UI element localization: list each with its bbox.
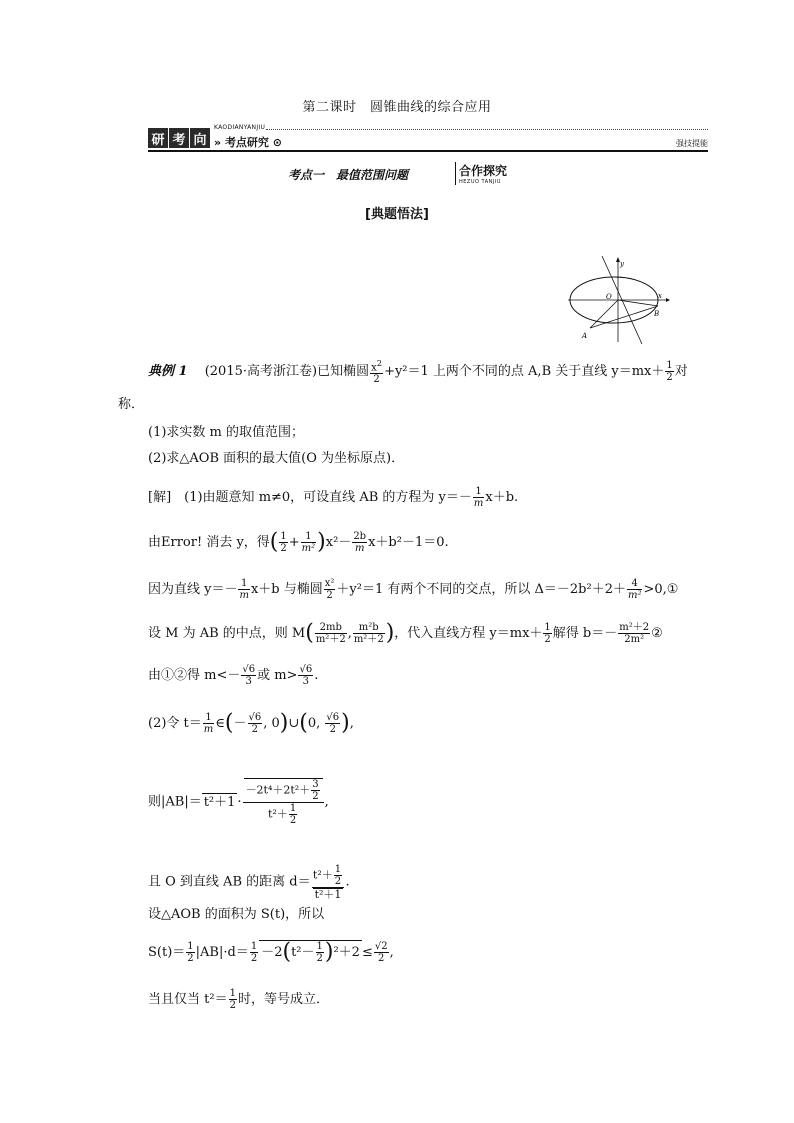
page-title: 第二课时 圆锥曲线的综合应用 [302, 100, 492, 115]
banner-tile: 研 [148, 128, 168, 148]
banner-right-label: 强技提能 [676, 139, 708, 148]
banner-tiles [148, 128, 211, 148]
fig-label-b: B [654, 310, 660, 318]
ellipse-figure [562, 254, 674, 346]
fig-label-a: A [582, 332, 588, 340]
solution-line-3: 因为直线 y＝－ $\frac{1}{m}$ x＋b 与椭圆 $\frac{\text{x²}}{2}$ ＋y²＝1 有两个不同的交点，所以 Δ＝－2b²＋2＋ $\frac{4}{\text{m²}}$ >0,① [148, 578, 679, 601]
question-2: (2)求△AOB 面积的最大值(O 为坐标原点)． [148, 451, 405, 466]
fig-label-x: x [658, 292, 662, 300]
example-source: (2015·高考浙江卷) [204, 364, 318, 380]
section-banner [148, 124, 708, 152]
solution-line-8: 且 O 到直线 AB 的距离 d＝ t²＋ $\frac{1}{2}$ t²＋1 . [148, 864, 350, 901]
solution-line-11: 当且仅当 t²＝ $\frac{1}{2}$ 时，等号成立． [148, 988, 329, 1011]
solution-line-1: [解] (1)由题意知 m≠0，可设直线 AB 的方程为 y＝－ $\frac{1}{m}$ x＋b. [148, 486, 519, 509]
banner-rule [148, 150, 708, 152]
solution-line-10: S(t)＝ $\frac{1}{2}$ |AB|·d＝ $\frac{1}{2}$ －2(t²－ $\frac{1}{2}$ )²＋2 ≤ $\frac{√2}{2}$ , [148, 939, 394, 965]
solution-line-6: (2)令 t＝ $\frac{1}{m}$ ∈(－ $\frac{√6}{2}$ , 0)∪(0, $\frac{√6}{2}$ ), [148, 710, 354, 736]
question-1: (1)求实数 m 的取值范围； [148, 425, 305, 440]
solution-line-7: 则|AB|＝ t²＋1 · －2t⁴＋2t²＋ $\frac{3}{2}$ t²＋ $\frac{1}{2}$ , [148, 779, 329, 826]
circle-arrow-icon: ⊙ [272, 136, 282, 149]
fig-label-y: y [620, 260, 624, 268]
section-subheading: [典题悟法] [365, 207, 429, 222]
section-heading: 考点一 最值范围问题 [288, 168, 409, 182]
solution-line-2: 由Error! 消去 y，得( $\frac{1}{2}$ + $\frac{1}{\text{m²}}$ )x²－ $\frac{2b}{m}$ x＋b²－1＝0. [148, 529, 449, 555]
fig-label-o: O [606, 293, 612, 301]
section-tag: 合作探究 HEZUO TANJIU [455, 162, 507, 185]
solution-line-5: 由①②得 m<－ $\frac{√6}{3}$ 或 m> $\frac{√6}{3}$ . [148, 664, 319, 687]
banner-label: » 考点研究 ⊙ [214, 136, 282, 149]
banner-dotted-rule [266, 129, 708, 130]
banner-tile: 考 [169, 128, 189, 148]
banner-tile: 向 [190, 128, 210, 148]
banner-pinyin: KAODIANYANJIU [214, 124, 266, 131]
example-statement-cont: 称． [118, 397, 145, 412]
solution-line-4: 设 M 为 AB 的中点，则 M( $\frac{2mb}{\text{m²＋2}}$ , $\frac{\text{m²b}}{\text{m²＋2}}$ )，代入直线方程 y＝mx＋ $\frac{1}{2}$ 解得 b＝－ $\frac{\text{m²＋2}}{\text{2m²}}$ ② [148, 620, 663, 646]
example-label: 典例 1 [148, 364, 188, 380]
solution-line-9: 设△AOB 的面积为 S(t)，所以 [148, 907, 325, 922]
example-statement: 典例 1 (2015·高考浙江卷)已知椭圆 $\frac{x^2}{2}$ +y²＝1 上两个不同的点 A,B 关于直线 y＝mx＋ $\frac{1}{2}$ 对 [148, 358, 688, 386]
